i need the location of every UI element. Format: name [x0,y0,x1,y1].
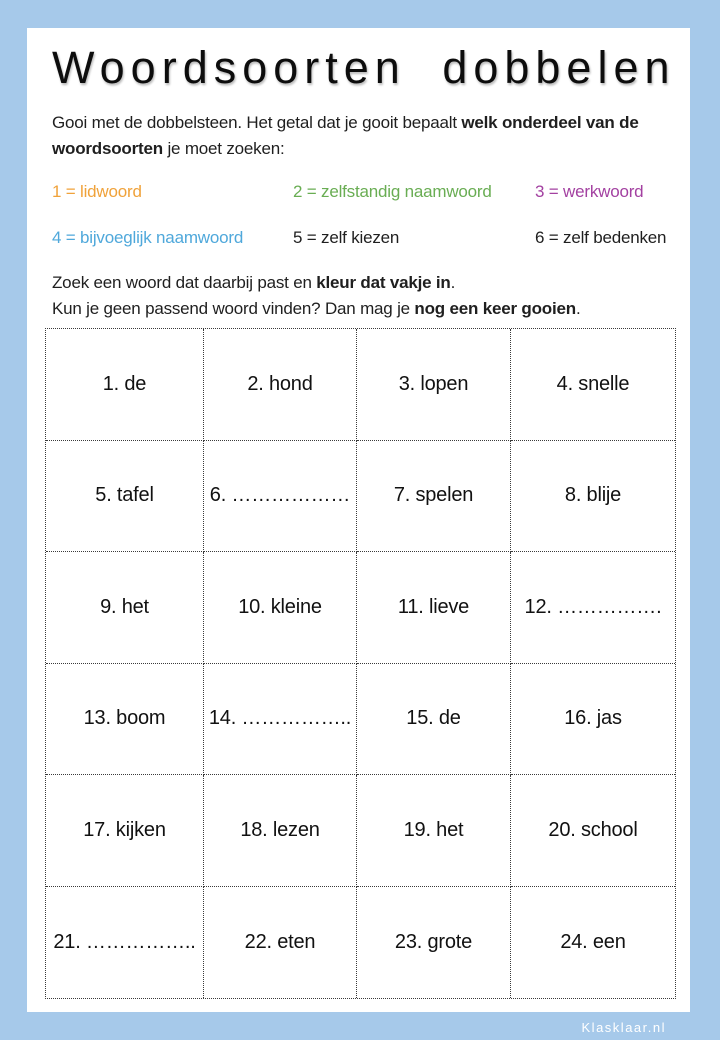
intro-paragraph [52,110,670,162]
grid-cell: 2. hond [204,329,357,441]
instruction-text: Kun je geen passend woord vinden? Dan mag je [52,299,415,318]
page-title: Woordsoorten dobbelen [52,42,676,93]
grid-cell: 14. …………….. [204,664,357,776]
grid-cell: 21. …………….. [46,887,204,999]
grid-cell: 7. spelen [357,441,511,553]
instructions-paragraph [52,270,672,322]
grid-cell: 11. lieve [357,552,511,664]
worksheet-content [52,28,676,322]
instruction-period: . [575,299,581,318]
grid-cell: 17. kijken [46,775,204,887]
instruction-bold-text: nog een keer gooien [414,299,576,318]
grid-cell: 23. grote [357,887,511,999]
worksheet-paper [27,28,690,1012]
grid-cell: 13. boom [46,664,204,776]
grid-cell: 24. een [560,930,626,953]
instruction-line-1 [52,270,672,296]
footer-credit: Klasklaar.nl [581,1020,666,1035]
grid-cell: 1. de [46,329,204,441]
grid-cell: 4. snelle [511,329,675,441]
grid-cell: 15. de [357,664,511,776]
legend-item-6: 6 = zelf bedenken [535,228,667,247]
grid-cell: 10. kleine [204,552,357,664]
word-grid [45,328,676,999]
grid-cell: 8. blije [511,441,675,553]
instruction-text: Zoek een woord dat daarbij past en [52,273,317,292]
instruction-bold-text: kleur dat vakje in [316,273,451,292]
grid-cell: 9. het [46,552,204,664]
grid-cell: 22. eten [204,887,357,999]
grid-cell: 5. tafel [46,441,204,553]
legend-item-3: 3 = werkwoord [535,182,644,201]
instruction-line-2 [52,296,672,322]
legend-item-2: 2 = zelfstandig naamwoord [293,182,492,201]
grid-cell: 18. lezen [204,775,357,887]
intro-text: Gooi met de dobbelsteen. Het getal dat je gooit bepaalt [52,113,462,132]
instruction-period: . [450,273,456,292]
legend-item-4: 4 = bijvoeglijk naamwoord [52,228,244,247]
dice-legend [52,182,672,248]
legend-item-5: 5 = zelf kiezen [293,228,400,247]
grid-cell: 3. lopen [357,329,511,441]
intro-text-end: je moet zoeken: [162,139,285,158]
grid-cell: 19. het [357,775,511,887]
grid-cell: 20. school [511,775,675,887]
legend-item-1: 1 = lidwoord [52,182,142,201]
grid-cell: 12. ……………. [511,552,675,664]
grid-cell: 6. ……………… [204,441,357,553]
intro-bold-text: welk onderdeel van de woordsoorten [52,113,639,158]
grid-cell: 16. jas [511,664,675,776]
